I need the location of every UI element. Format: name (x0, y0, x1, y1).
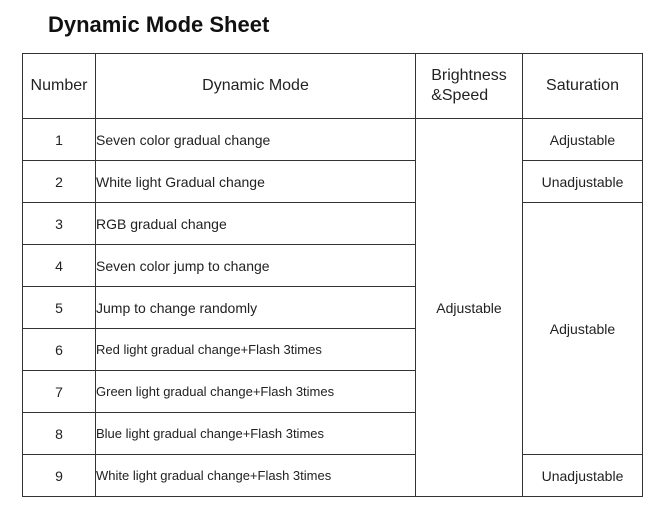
table-header-row (23, 54, 643, 119)
row-number: 1 (23, 119, 96, 161)
saturation-cell: Unadjustable (523, 161, 643, 203)
row-mode: Green light gradual change+Flash 3times (96, 371, 416, 413)
header-saturation: Saturation (523, 54, 643, 119)
table-row (23, 119, 643, 161)
row-mode: Seven color jump to change (96, 245, 416, 287)
row-mode: Jump to change randomly (96, 287, 416, 329)
table-row (23, 203, 643, 245)
sheet-title: Dynamic Mode Sheet (48, 12, 270, 37)
saturation-cell: Adjustable (523, 119, 643, 161)
row-mode: White light gradual change+Flash 3times (96, 455, 416, 497)
row-number: 7 (23, 371, 96, 413)
saturation-cell: Unadjustable (523, 455, 643, 497)
row-mode: RGB gradual change (96, 203, 416, 245)
row-number: 9 (23, 455, 96, 497)
table-row (23, 161, 643, 203)
row-number: 8 (23, 413, 96, 455)
row-number: 2 (23, 161, 96, 203)
dynamic-mode-table (22, 53, 643, 497)
row-mode: White light Gradual change (96, 161, 416, 203)
row-number: 4 (23, 245, 96, 287)
header-brightness-line1: Brightness (431, 67, 507, 84)
table-row (23, 455, 643, 497)
row-number: 5 (23, 287, 96, 329)
row-mode: Seven color gradual change (96, 119, 416, 161)
saturation-cell: Adjustable (523, 203, 643, 455)
header-brightness-line2: &Speed (431, 87, 489, 104)
brightness-speed-cell: Adjustable (416, 119, 523, 497)
header-brightness-speed (416, 54, 523, 119)
row-number: 6 (23, 329, 96, 371)
row-mode: Blue light gradual change+Flash 3times (96, 413, 416, 455)
header-number: Number (23, 54, 96, 119)
row-mode: Red light gradual change+Flash 3times (96, 329, 416, 371)
row-number: 3 (23, 203, 96, 245)
header-dynamic-mode: Dynamic Mode (96, 54, 416, 119)
